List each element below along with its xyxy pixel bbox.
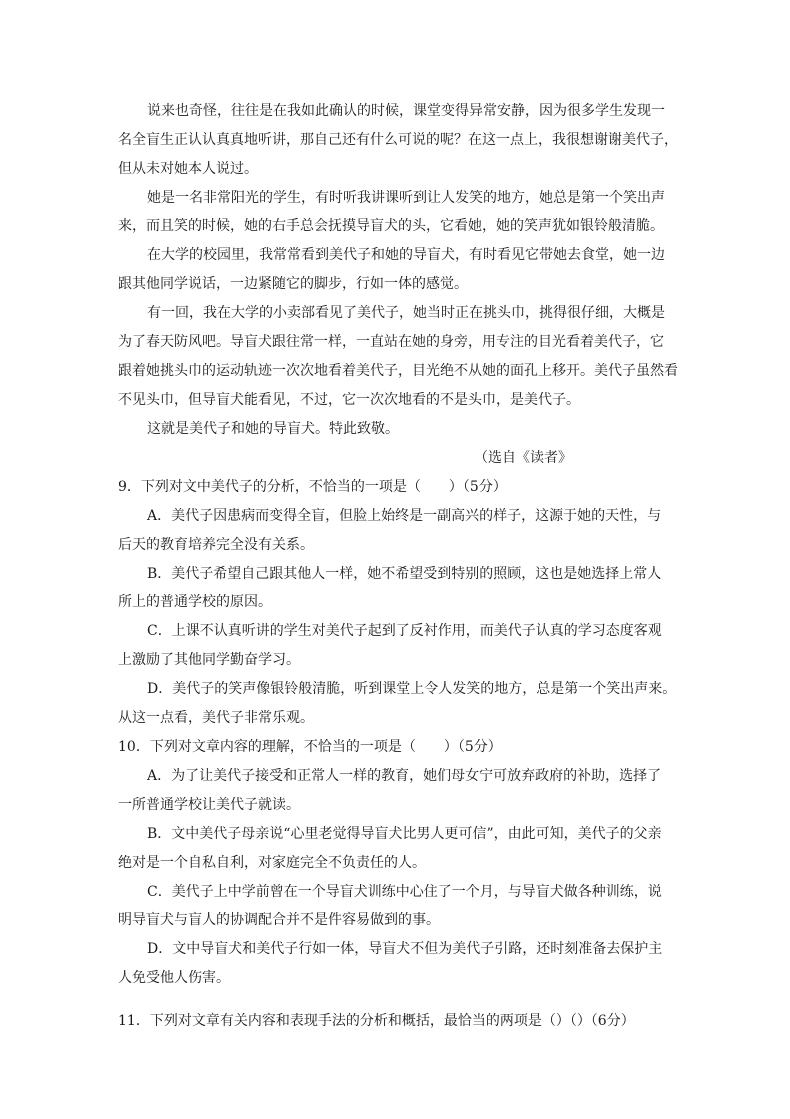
passage-line: 为了春天防风吧。导盲犬跟往常一样，一直站在她的身旁，用专注的目光看着美代子，它 bbox=[118, 334, 664, 350]
question-9-option-d-cont: 从这一点看，美代子非常乐观。 bbox=[118, 710, 314, 726]
passage-line: 但从未对她本人说过。 bbox=[118, 161, 258, 177]
question-10-option-b-cont: 绝对是一个自私自利，对家庭完全不负责任的人。 bbox=[118, 855, 426, 871]
question-10-option-d-cont: 人免受他人伤害。 bbox=[118, 970, 230, 986]
passage-line: 名全盲生正认认真真地听讲，那自己还有什么可说的呢？在这一点上，我很想谢谢美代子， bbox=[118, 132, 678, 148]
question-9-option-a: A．美代子因患病而变得全盲，但脸上始终是一副高兴的样子，这源于她的天性，与 bbox=[147, 508, 662, 524]
passage-line: 说来也奇怪，往往是在我如此确认的时候，课堂变得异常安静，因为很多学生发现一 bbox=[147, 103, 665, 119]
question-9-option-c-cont: 上激励了其他同学勤奋学习。 bbox=[118, 652, 300, 668]
passage-line: 跟其他同学说话，一边紧随它的脚步，行如一体的感觉。 bbox=[118, 276, 468, 292]
question-10-option-c: C．美代子上中学前曾在一个导盲犬训练中心住了一个月，与导盲犬做各种训练，说 bbox=[147, 884, 662, 900]
passage-line: 在大学的校园里，我常常看到美代子和她的导盲犬，有时看见它带她去食堂，她一边 bbox=[147, 247, 665, 263]
question-9-option-b-cont: 所上的普通学校的原因。 bbox=[118, 594, 272, 610]
passage-line: 有一回，我在大学的小卖部看见了美代子，她当时正在挑头巾，挑得很仔细，大概是 bbox=[147, 305, 665, 321]
passage-line: 跟着她挑头巾的运动轨迹一次次地看着美代子，目光绝不从她的面孔上移开。美代子虽然看 bbox=[118, 363, 678, 379]
passage-line: 她是一名非常阳光的学生，有时听我讲课听到让人发笑的地方，她总是第一个笑出声 bbox=[147, 190, 665, 206]
question-10-stem: 10．下列对文章内容的理解，不恰当的一项是（ ）（5分） bbox=[118, 739, 502, 755]
passage-line: 不见头巾，但导盲犬能看见，不过，它一次次地看的不是头巾，是美代子。 bbox=[118, 392, 580, 408]
question-10-option-b: B．文中美代子母亲说“心里老觉得导盲犬比男人更可信”，由此可知，美代子的父亲 bbox=[147, 826, 662, 842]
question-10-option-a: A．为了让美代子接受和正常人一样的教育，她们母女宁可放弃政府的补助，选择了 bbox=[147, 768, 662, 784]
passage-line: 这就是美代子和她的导盲犬。特此致敬。 bbox=[147, 421, 399, 437]
question-11-stem: 11．下列对文章有关内容和表现手法的分析和概括，最恰当的两项是（）（）（6分） bbox=[118, 1013, 635, 1029]
question-9-stem: 9．下列对文中美代子的分析，不恰当的一项是（ ）（5分） bbox=[118, 479, 507, 495]
question-10-option-c-cont: 明导盲犬与盲人的协调配合并不是件容易做到的事。 bbox=[118, 912, 440, 928]
source-citation: （选自《读者》 bbox=[474, 450, 572, 466]
passage-line: 来，而且笑的时候，她的右手总会抚摸导盲犬的头，它看她，她的笑声犹如银铃般清脆。 bbox=[118, 218, 664, 234]
question-9-option-b: B．美代子希望自己跟其他人一样，她不希望受到特别的照顾，这也是她选择上常人 bbox=[147, 566, 662, 582]
question-10-option-a-cont: 一所普通学校让美代子就读。 bbox=[118, 797, 300, 813]
question-9-option-d: D．美代子的笑声像银铃般清脆，听到课堂上令人发笑的地方，总是第一个笑出声来。 bbox=[147, 681, 677, 697]
question-9-option-a-cont: 后天的教育培养完全没有关系。 bbox=[118, 537, 314, 553]
question-9-option-c: C．上课不认真听讲的学生对美代子起到了反衬作用，而美代子认真的学习态度客观 bbox=[147, 623, 662, 639]
question-10-option-d: D．文中导盲犬和美代子行如一体，导盲犬不但为美代子引路，还时刻准备去保护主 bbox=[147, 941, 663, 957]
